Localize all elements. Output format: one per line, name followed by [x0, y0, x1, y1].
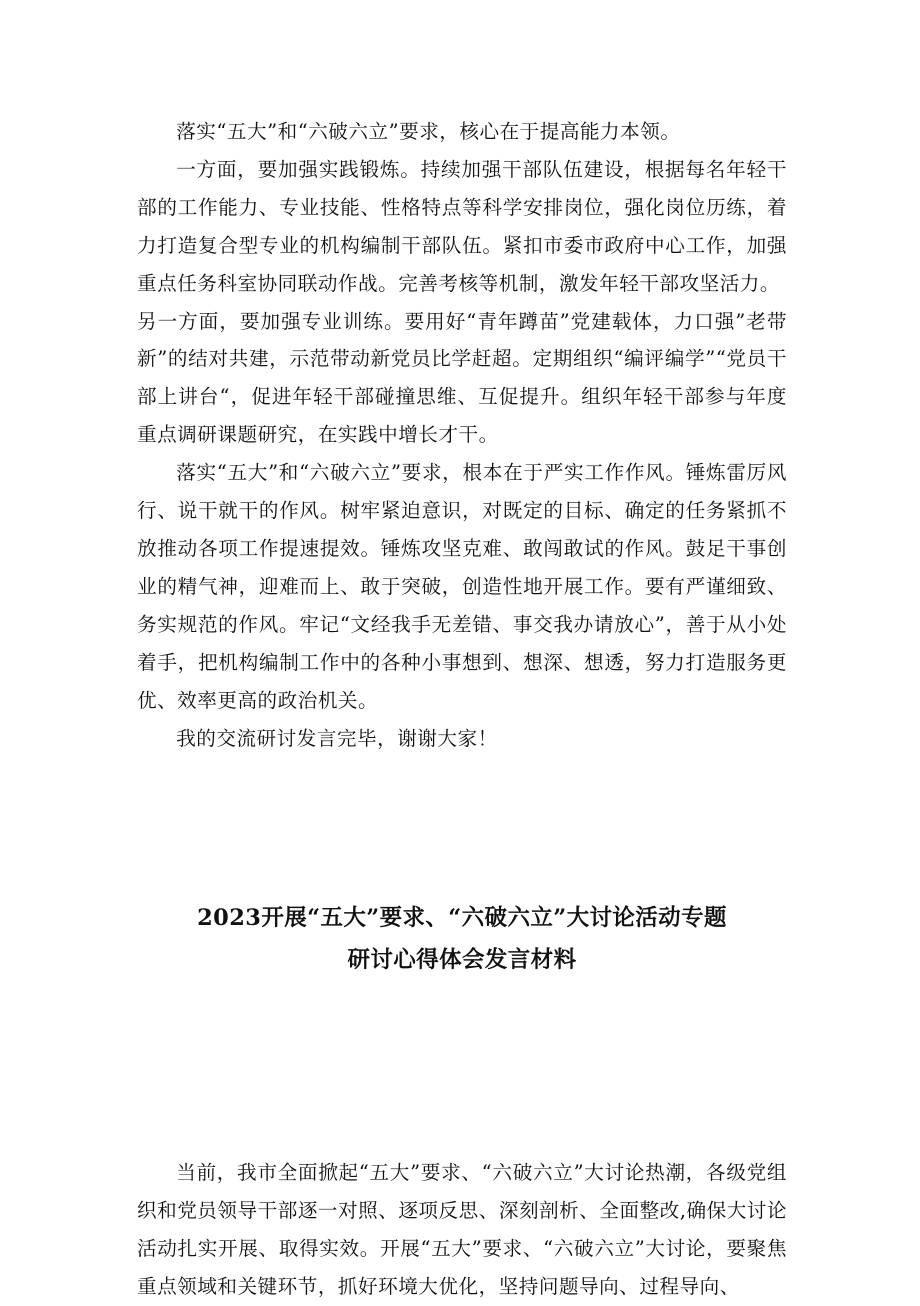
section-title-line-1: 2023开展“五大”要求、“六破六立”大讨论活动专题: [197, 905, 727, 931]
section-title: [137, 897, 787, 981]
paragraph-closing: 我的交流研讨发言完毕，谢谢大家！: [176, 726, 498, 750]
paragraph-work-style: 落实“五大”和“六破六立”要求，根本在于严实工作作风。锤炼雷厉风行、说干就干的作风。树牢紧迫意识，对既定的目标、确定的任务紧抓不放推动各项工作提速提效。锤炼攻坚克难、敢闯敢试的作风。鼓足干事创业的精气神，迎难而上、敢于突破，创造性地开展工作。要有严谨细致、务实规范的作风。牢记“文经我手无差错、事交我办请放心”，善于从小处着手，把机构编制工作中的各种小事想到、想深、想透，努力打造服务更优、效率更高的政治机关。: [137, 461, 787, 712]
body-text-block: [137, 113, 787, 757]
paragraph-practice-training: 一方面，要加强实践锻炼。持续加强干部队伍建设，根据每名年轻干部的工作能力、专业技能、性格特点等科学安排岗位，强化岗位历练，着力打造复合型专业的机构编制干部队伍。紧扣市委市政府中心工作，加强重点任务科室协同联动作战。完善考核等机制，激发年轻干部攻坚活力。: [137, 157, 787, 295]
section-body: [137, 1154, 787, 1306]
paragraph-core-ability: 落实“五大”和“六破六立”要求，核心在于提高能力本领。: [176, 120, 681, 143]
section-title-line-2: 研讨心得体会发言材料: [347, 947, 577, 973]
paragraph-professional-training: 另一方面，要加强专业训练。要用好“青年蹲苗”党建载体，力口强”老带新”的结对共建，示范带动新党员比学赶超。定期组织“编评编学”“党员干部上讲台“，促进年轻干部碰撞思维、互促提升。组织年轻干部参与年度重点调研课题研究，在实践中增长才干。: [137, 309, 787, 447]
paragraph-section-intro: 当前，我市全面掀起“五大”要求、“六破六立”大讨论热潮，各级党组织和党员领导干部逐一对照、逐项反思、深刻剖析、全面整改,确保大讨论活动扎实开展、取得实效。开展“五大”要求、“六破六立”大讨论，要聚焦重点领域和关键环节，抓好环境大优化，坚持问题导向、过程导向、: [137, 1161, 787, 1298]
